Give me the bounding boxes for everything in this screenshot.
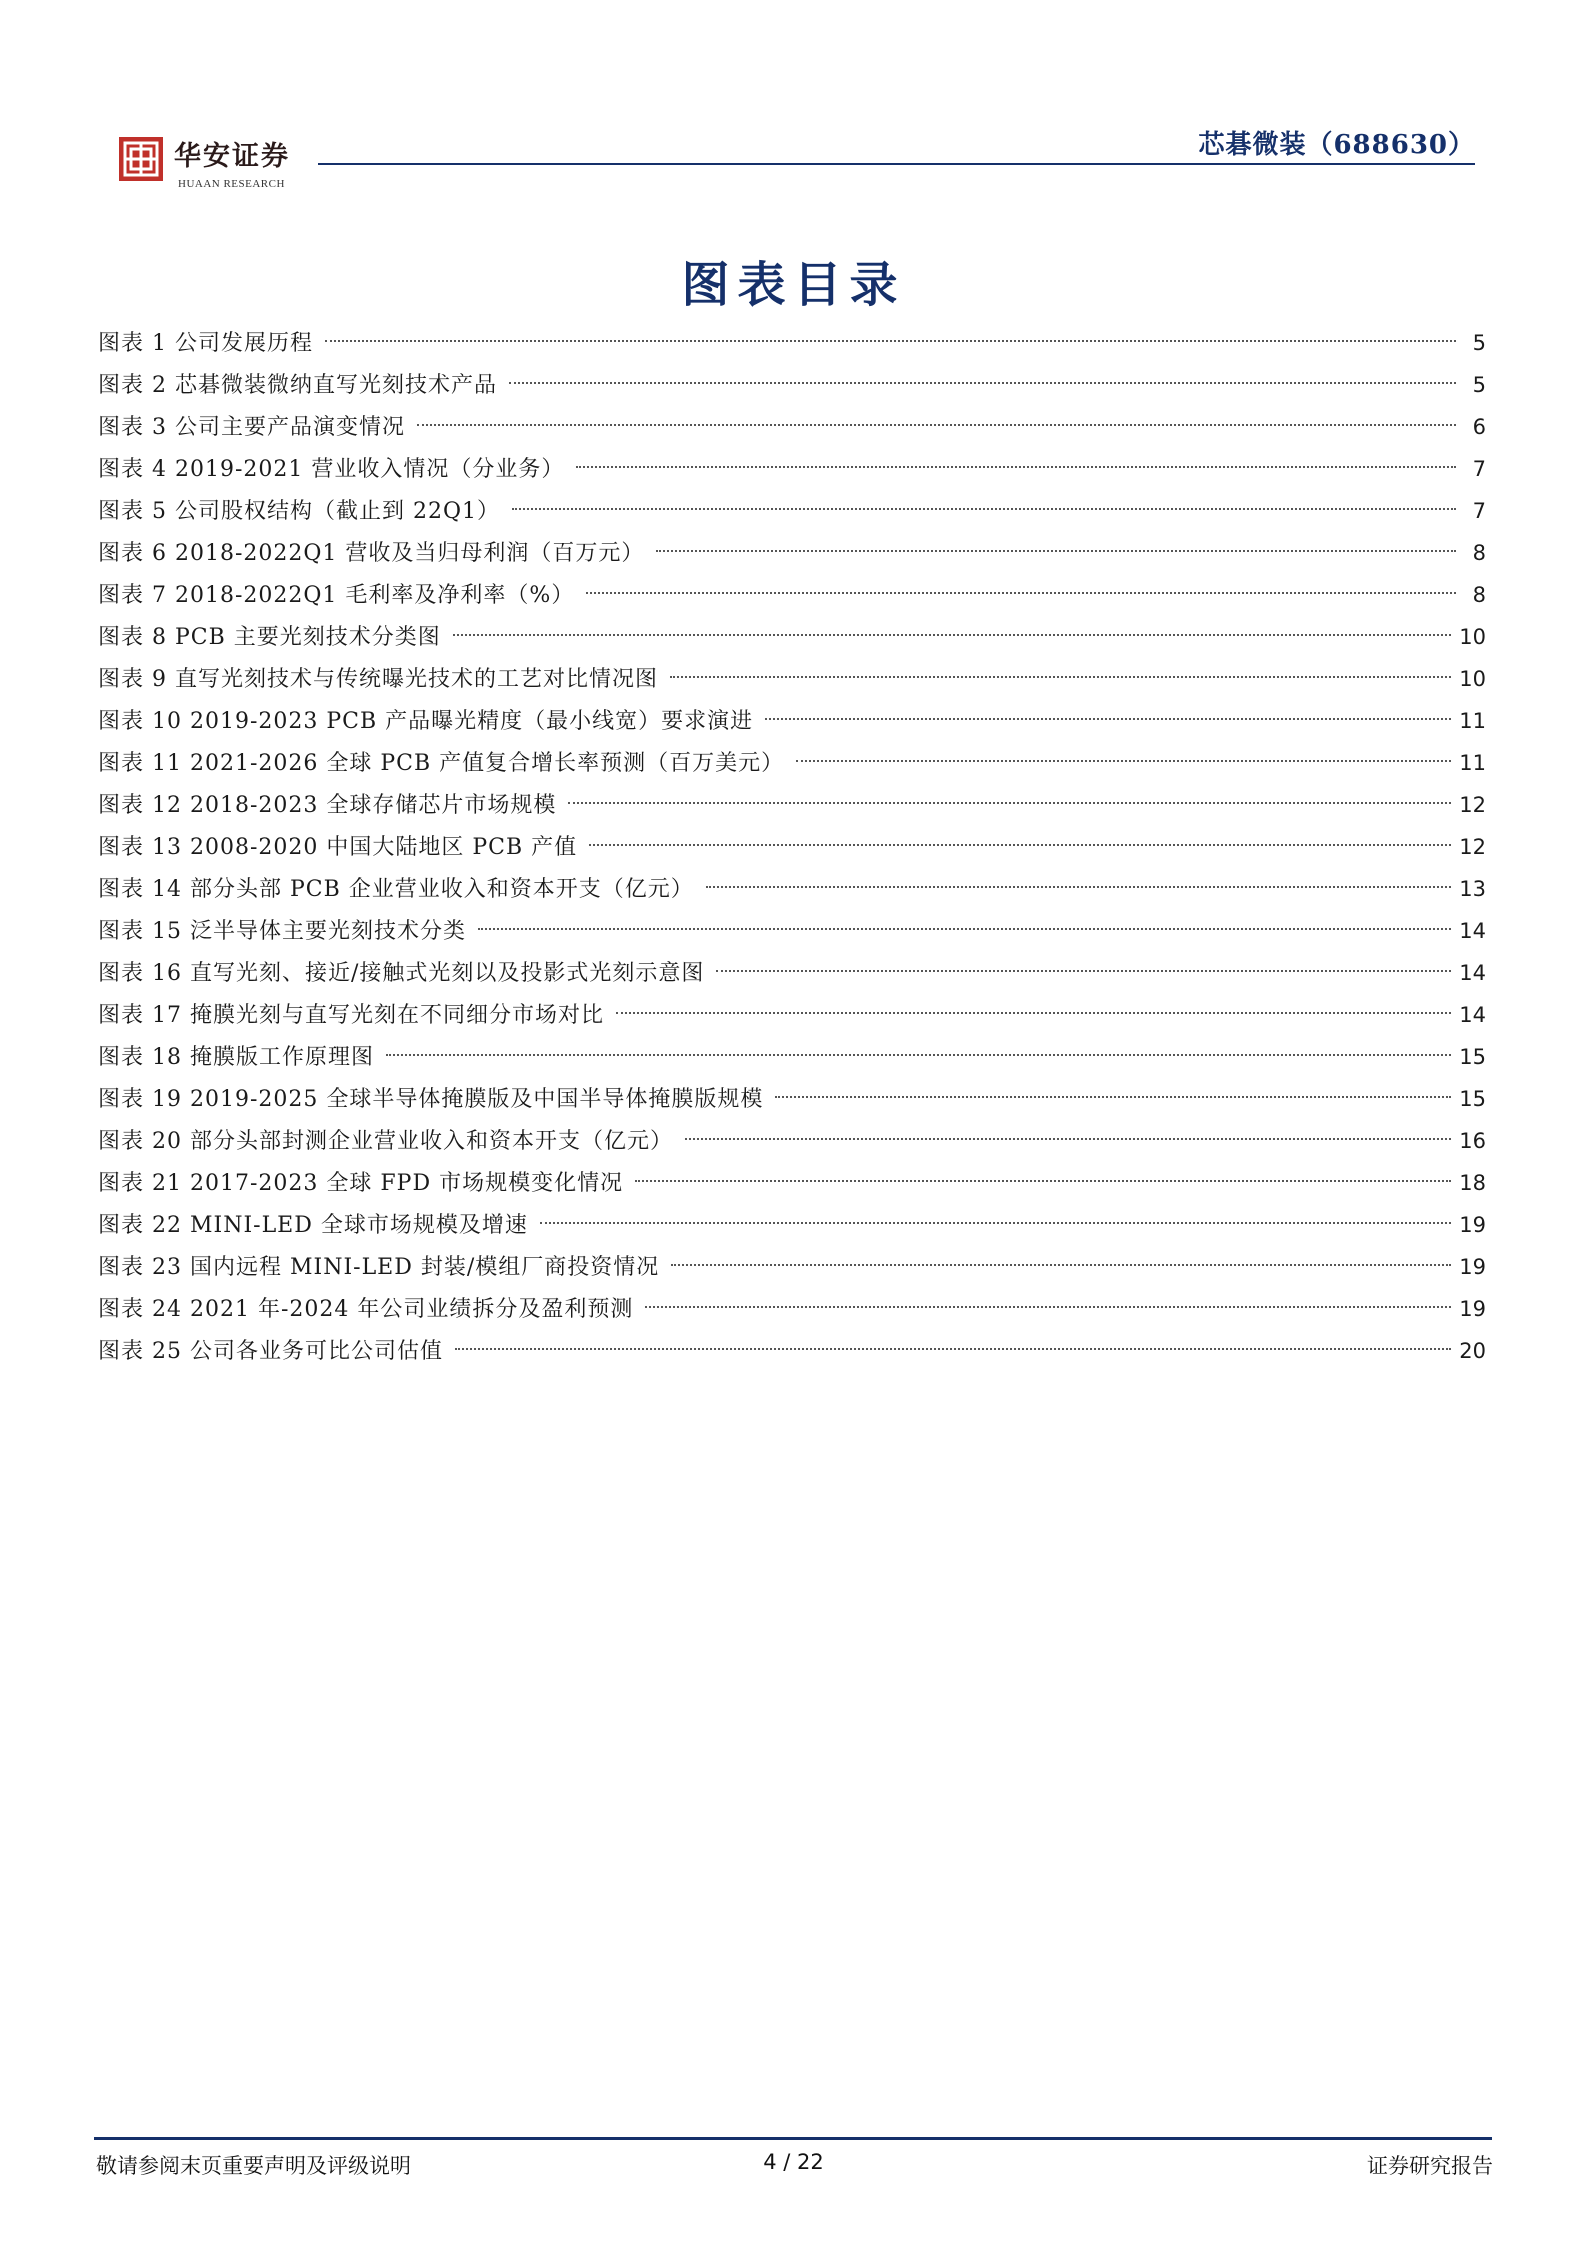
toc-entry-page[interactable]: 11 (1459, 709, 1486, 733)
toc-dot-leader (671, 1264, 1451, 1266)
toc-entry-label[interactable]: 图表 13 2008-2020 中国大陆地区 PCB 产值 (98, 835, 578, 860)
toc-entry-label[interactable]: 图表 19 2019-2025 全球半导体掩膜版及中国半导体掩膜版规模 (98, 1087, 764, 1112)
toc-entry-label[interactable]: 图表 1 公司发展历程 (98, 331, 313, 356)
brand-subtitle: HUAAN RESEARCH (178, 178, 285, 190)
toc-entry-label[interactable]: 图表 17 掩膜光刻与直写光刻在不同细分市场对比 (98, 1003, 604, 1028)
toc-entry-page[interactable]: 15 (1459, 1045, 1486, 1069)
toc-entry[interactable] (98, 532, 1486, 574)
toc-entry-label[interactable]: 图表 4 2019-2021 营业收入情况（分业务） (98, 457, 565, 482)
toc-entry[interactable] (98, 1246, 1486, 1288)
toc-entry[interactable] (98, 784, 1486, 826)
toc-entry-page[interactable]: 7 (1472, 499, 1486, 523)
toc-entry-page[interactable]: 16 (1459, 1129, 1486, 1153)
toc-entry[interactable] (98, 994, 1486, 1036)
toc-entry-label[interactable]: 图表 12 2018-2023 全球存储芯片市场规模 (98, 793, 557, 818)
toc-entry[interactable] (98, 868, 1486, 910)
toc-entry-page[interactable]: 19 (1459, 1255, 1486, 1279)
toc-entry[interactable] (98, 910, 1486, 952)
footer-report-type: 证券研究报告 (1367, 2154, 1493, 2178)
toc-entry-label[interactable]: 图表 16 直写光刻、接近/接触式光刻以及投影式光刻示意图 (98, 961, 705, 986)
toc-entry[interactable] (98, 1120, 1486, 1162)
toc-entry-page[interactable]: 14 (1459, 1003, 1486, 1027)
toc-entry-page[interactable]: 14 (1459, 919, 1486, 943)
toc-entry[interactable] (98, 490, 1486, 532)
report-title: 芯碁微装（688630） (1198, 130, 1475, 160)
toc-entry-page[interactable]: 6 (1472, 415, 1486, 439)
toc-dot-leader (455, 1348, 1451, 1350)
toc-dot-leader (645, 1306, 1451, 1308)
toc-dot-leader (685, 1138, 1451, 1140)
toc-entry-label[interactable]: 图表 6 2018-2022Q1 营收及当归母利润（百万元） (98, 541, 645, 566)
toc-dot-leader (796, 760, 1451, 762)
toc-dot-leader (478, 928, 1451, 930)
toc-entry[interactable] (98, 1288, 1486, 1330)
toc-entry-label[interactable]: 图表 22 MINI-LED 全球市场规模及增速 (98, 1213, 528, 1238)
toc-entry[interactable] (98, 952, 1486, 994)
toc-entry[interactable] (98, 574, 1486, 616)
toc-dot-leader (568, 802, 1451, 804)
toc-entry-page[interactable]: 11 (1459, 751, 1486, 775)
toc-entry[interactable] (98, 700, 1486, 742)
toc-entry-label[interactable]: 图表 8 PCB 主要光刻技术分类图 (98, 625, 441, 650)
toc-entry-label[interactable]: 图表 5 公司股权结构（截止到 22Q1） (98, 499, 501, 524)
toc-entry-label[interactable]: 图表 23 国内远程 MINI-LED 封装/模组厂商投资情况 (98, 1255, 660, 1280)
toc-dot-leader (706, 886, 1451, 888)
toc-entry-page[interactable]: 10 (1459, 667, 1486, 691)
toc-entry-label[interactable]: 图表 20 部分头部封测企业营业收入和资本开支（亿元） (98, 1129, 673, 1154)
toc-entry-label[interactable]: 图表 2 芯碁微装微纳直写光刻技术产品 (98, 373, 497, 398)
toc-entry[interactable] (98, 1204, 1486, 1246)
toc-dot-leader (589, 844, 1451, 846)
page-title: 图表目录 (681, 257, 906, 313)
toc-entry-page[interactable]: 12 (1459, 793, 1486, 817)
toc-dot-leader (540, 1222, 1451, 1224)
toc-entry-page[interactable]: 20 (1459, 1339, 1486, 1363)
toc-entry[interactable] (98, 826, 1486, 868)
toc-entry-label[interactable]: 图表 21 2017-2023 全球 FPD 市场规模变化情况 (98, 1171, 624, 1196)
toc-entry-label[interactable]: 图表 3 公司主要产品演变情况 (98, 415, 405, 440)
toc-entry-label[interactable]: 图表 10 2019-2023 PCB 产品曝光精度（最小线宽）要求演进 (98, 709, 754, 734)
toc-entry[interactable] (98, 1330, 1486, 1372)
header-divider (318, 163, 1475, 165)
toc-entry-page[interactable]: 8 (1472, 541, 1486, 565)
huaan-logo-icon (118, 136, 164, 182)
page-number: 4 / 22 (763, 2150, 824, 2174)
toc-dot-leader (586, 592, 1456, 594)
toc-dot-leader (576, 466, 1456, 468)
toc-entry-page[interactable]: 15 (1459, 1087, 1486, 1111)
brand-name: 华安证券 (174, 141, 290, 172)
toc-entry[interactable] (98, 1078, 1486, 1120)
toc-entry-page[interactable]: 19 (1459, 1213, 1486, 1237)
page-header (0, 0, 1587, 190)
footer-divider (94, 2137, 1492, 2140)
toc-entry-label[interactable]: 图表 9 直写光刻技术与传统曝光技术的工艺对比情况图 (98, 667, 658, 692)
footer-disclaimer: 敬请参阅末页重要声明及评级说明 (96, 2154, 411, 2178)
toc-entry-page[interactable]: 5 (1472, 331, 1486, 355)
toc-entry[interactable] (98, 742, 1486, 784)
toc-entry[interactable] (98, 616, 1486, 658)
toc-dot-leader (453, 634, 1451, 636)
toc-entry-page[interactable]: 18 (1459, 1171, 1486, 1195)
toc-dot-leader (656, 550, 1456, 552)
toc-entry[interactable] (98, 1162, 1486, 1204)
toc-entry-page[interactable]: 12 (1459, 835, 1486, 859)
toc-dot-leader (509, 382, 1456, 384)
toc-entry[interactable] (98, 1036, 1486, 1078)
toc-entry-page[interactable]: 5 (1472, 373, 1486, 397)
toc-entry-page[interactable]: 7 (1472, 457, 1486, 481)
toc-dot-leader (386, 1054, 1451, 1056)
toc-entry-label[interactable]: 图表 11 2021-2026 全球 PCB 产值复合增长率预测（百万美元） (98, 751, 785, 776)
toc-entry[interactable] (98, 364, 1486, 406)
toc-entry-label[interactable]: 图表 25 公司各业务可比公司估值 (98, 1339, 443, 1364)
toc-entry[interactable] (98, 448, 1486, 490)
toc-entry-page[interactable]: 10 (1459, 625, 1486, 649)
toc-dot-leader (765, 718, 1451, 720)
toc-dot-leader (670, 676, 1451, 678)
toc-entry-label[interactable]: 图表 18 掩膜版工作原理图 (98, 1045, 374, 1070)
toc-dot-leader (775, 1096, 1451, 1098)
toc-dot-leader (512, 508, 1456, 510)
toc-entry[interactable] (98, 322, 1486, 364)
table-of-figures (98, 322, 1486, 1372)
toc-entry-label[interactable]: 图表 15 泛半导体主要光刻技术分类 (98, 919, 466, 944)
toc-entry-page[interactable]: 14 (1459, 961, 1486, 985)
toc-dot-leader (616, 1012, 1451, 1014)
toc-entry-page[interactable]: 13 (1459, 877, 1486, 901)
toc-entry-page[interactable]: 19 (1459, 1297, 1486, 1321)
toc-entry[interactable] (98, 658, 1486, 700)
toc-entry-page[interactable]: 8 (1472, 583, 1486, 607)
toc-entry-label[interactable]: 图表 7 2018-2022Q1 毛利率及净利率（%） (98, 583, 575, 608)
toc-entry-label[interactable]: 图表 14 部分头部 PCB 企业营业收入和资本开支（亿元） (98, 877, 694, 902)
toc-dot-leader (635, 1180, 1451, 1182)
toc-dot-leader (325, 340, 1456, 342)
toc-dot-leader (716, 970, 1451, 972)
toc-entry-label[interactable]: 图表 24 2021 年-2024 年公司业绩拆分及盈利预测 (98, 1297, 634, 1322)
toc-dot-leader (417, 424, 1456, 426)
toc-entry[interactable] (98, 406, 1486, 448)
